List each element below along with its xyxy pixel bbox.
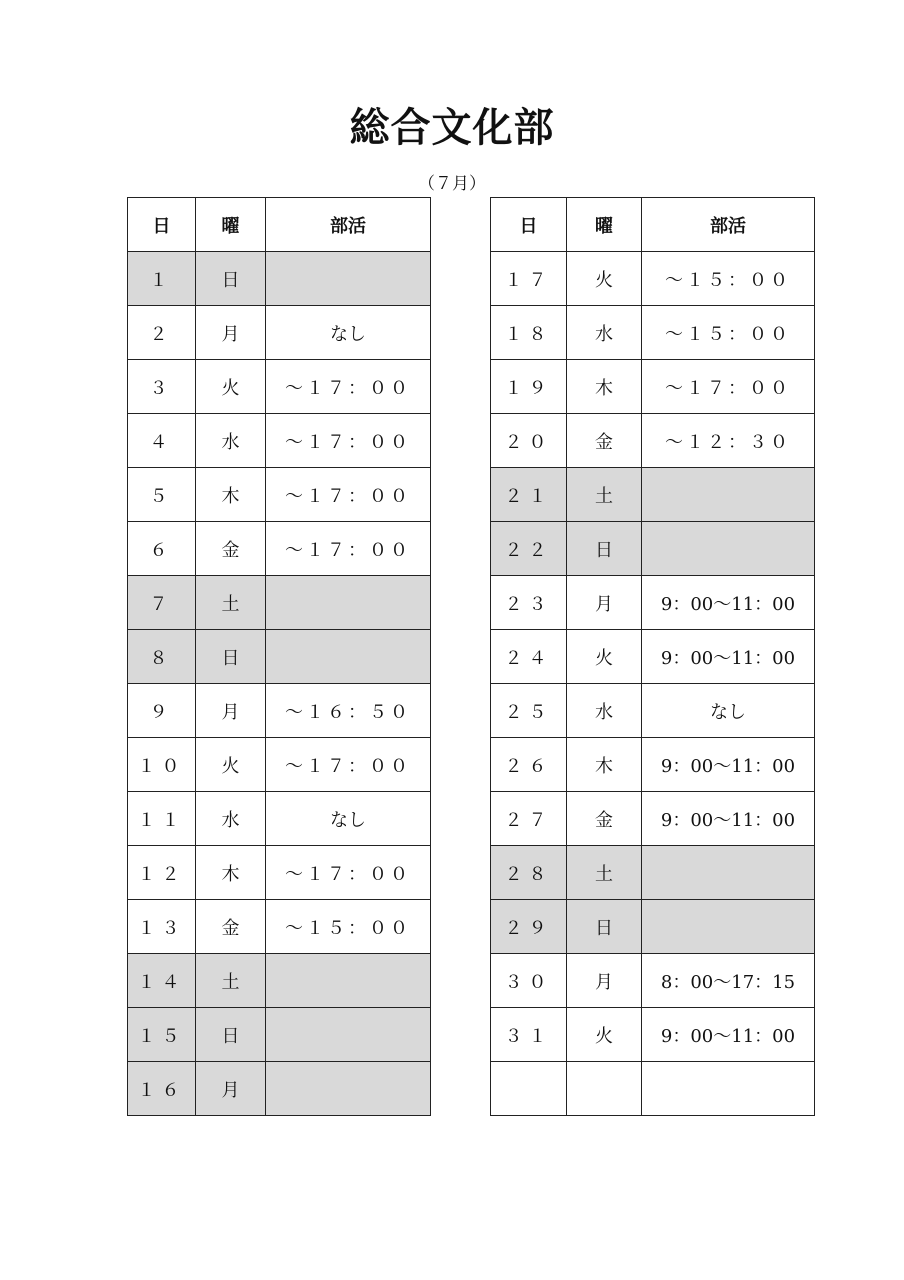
schedule-table-right	[490, 197, 815, 1116]
schedule-row	[128, 252, 431, 306]
day-cell: １	[128, 252, 196, 306]
day-cell	[491, 1062, 567, 1116]
activity-cell: 9：00～11：00	[642, 792, 815, 846]
header-weekday: 曜	[567, 198, 642, 252]
day-cell: １６	[128, 1062, 196, 1116]
schedule-row	[128, 306, 431, 360]
day-cell: ９	[128, 684, 196, 738]
activity-cell: 9：00～11：00	[642, 1008, 815, 1062]
schedule-row	[491, 1062, 815, 1116]
activity-cell	[642, 900, 815, 954]
weekday-cell: 土	[567, 846, 642, 900]
weekday-cell: 月	[196, 306, 266, 360]
weekday-cell: 金	[196, 522, 266, 576]
month-label: （７月）	[418, 174, 486, 194]
day-cell: １７	[491, 252, 567, 306]
activity-cell	[642, 846, 815, 900]
schedule-body-right	[491, 252, 815, 1116]
weekday-cell: 土	[567, 468, 642, 522]
activity-cell: ～１７：００	[266, 738, 431, 792]
weekday-cell: 木	[196, 846, 266, 900]
schedule-row	[128, 414, 431, 468]
activity-cell: ～１６：５０	[266, 684, 431, 738]
day-cell: ２	[128, 306, 196, 360]
day-cell: ２４	[491, 630, 567, 684]
weekday-cell: 月	[196, 684, 266, 738]
weekday-cell: 土	[196, 954, 266, 1008]
activity-cell	[642, 1062, 815, 1116]
day-cell: １４	[128, 954, 196, 1008]
weekday-cell: 水	[196, 792, 266, 846]
schedule-row	[128, 630, 431, 684]
schedule-row	[128, 522, 431, 576]
activity-cell: ～１７：００	[266, 468, 431, 522]
activity-cell: ～１７：００	[642, 360, 815, 414]
schedule-row	[128, 846, 431, 900]
table-header-row	[491, 198, 815, 252]
schedule-row	[491, 306, 815, 360]
activity-cell: ～１５：００	[642, 252, 815, 306]
weekday-cell: 日	[196, 252, 266, 306]
day-cell: ２５	[491, 684, 567, 738]
schedule-table-left	[127, 197, 431, 1116]
activity-cell: ～１７：００	[266, 522, 431, 576]
weekday-cell: 火	[196, 360, 266, 414]
schedule-row	[491, 846, 815, 900]
schedule-row	[491, 954, 815, 1008]
day-cell: １０	[128, 738, 196, 792]
day-cell: ８	[128, 630, 196, 684]
schedule-row	[128, 1008, 431, 1062]
schedule-row	[491, 522, 815, 576]
activity-cell	[266, 252, 431, 306]
header-weekday: 曜	[196, 198, 266, 252]
activity-cell: 9：00～11：00	[642, 738, 815, 792]
day-cell: ７	[128, 576, 196, 630]
schedule-row	[128, 792, 431, 846]
schedule-row	[128, 738, 431, 792]
schedule-row	[128, 468, 431, 522]
schedule-row	[128, 576, 431, 630]
schedule-row	[491, 360, 815, 414]
weekday-cell: 火	[567, 630, 642, 684]
activity-cell: ～１２：３０	[642, 414, 815, 468]
weekday-cell: 金	[567, 414, 642, 468]
table-header-row	[128, 198, 431, 252]
weekday-cell: 水	[196, 414, 266, 468]
schedule-row	[491, 792, 815, 846]
schedule-row	[128, 1062, 431, 1116]
schedule-row	[491, 576, 815, 630]
activity-cell: なし	[266, 792, 431, 846]
activity-cell	[266, 1062, 431, 1116]
schedule-row	[491, 630, 815, 684]
day-cell: ３１	[491, 1008, 567, 1062]
weekday-cell: 火	[567, 252, 642, 306]
weekday-cell: 火	[196, 738, 266, 792]
day-cell: １１	[128, 792, 196, 846]
weekday-cell: 日	[567, 900, 642, 954]
schedule-row	[491, 468, 815, 522]
schedule-row	[128, 684, 431, 738]
weekday-cell	[567, 1062, 642, 1116]
activity-cell: ～１７：００	[266, 414, 431, 468]
activity-cell	[266, 954, 431, 1008]
day-cell: １２	[128, 846, 196, 900]
schedule-row	[128, 900, 431, 954]
day-cell: １９	[491, 360, 567, 414]
day-cell: ２９	[491, 900, 567, 954]
schedule-body-left	[128, 252, 431, 1116]
weekday-cell: 金	[567, 792, 642, 846]
day-cell: ２１	[491, 468, 567, 522]
weekday-cell: 水	[567, 684, 642, 738]
activity-cell: ～１５：００	[642, 306, 815, 360]
weekday-cell: 木	[196, 468, 266, 522]
header-day: 日	[491, 198, 567, 252]
day-cell: １５	[128, 1008, 196, 1062]
day-cell: ２６	[491, 738, 567, 792]
header-activity: 部活	[642, 198, 815, 252]
activity-cell	[266, 576, 431, 630]
activity-cell	[642, 522, 815, 576]
activity-cell: なし	[642, 684, 815, 738]
activity-cell: ～１５：００	[266, 900, 431, 954]
schedule-row	[491, 414, 815, 468]
day-cell: ２２	[491, 522, 567, 576]
weekday-cell: 土	[196, 576, 266, 630]
day-cell: １８	[491, 306, 567, 360]
header-day: 日	[128, 198, 196, 252]
activity-cell	[266, 1008, 431, 1062]
day-cell: ２７	[491, 792, 567, 846]
day-cell: ３０	[491, 954, 567, 1008]
schedule-row	[491, 1008, 815, 1062]
schedule-row	[491, 738, 815, 792]
page-title: 総合文化部	[349, 104, 555, 151]
weekday-cell: 日	[196, 630, 266, 684]
day-cell: ４	[128, 414, 196, 468]
activity-cell: ～１７：００	[266, 360, 431, 414]
day-cell: ５	[128, 468, 196, 522]
activity-cell: なし	[266, 306, 431, 360]
activity-cell: 8：00～17：15	[642, 954, 815, 1008]
schedule-row	[491, 684, 815, 738]
day-cell: ２３	[491, 576, 567, 630]
day-cell: ２８	[491, 846, 567, 900]
activity-cell	[642, 468, 815, 522]
day-cell: ２０	[491, 414, 567, 468]
weekday-cell: 月	[567, 576, 642, 630]
weekday-cell: 金	[196, 900, 266, 954]
activity-cell: 9：00～11：00	[642, 630, 815, 684]
day-cell: ３	[128, 360, 196, 414]
schedule-row	[491, 252, 815, 306]
activity-cell	[266, 630, 431, 684]
weekday-cell: 月	[567, 954, 642, 1008]
activity-cell: ～１７：００	[266, 846, 431, 900]
schedule-row	[128, 360, 431, 414]
weekday-cell: 水	[567, 306, 642, 360]
weekday-cell: 木	[567, 738, 642, 792]
day-cell: ６	[128, 522, 196, 576]
day-cell: １３	[128, 900, 196, 954]
weekday-cell: 火	[567, 1008, 642, 1062]
weekday-cell: 木	[567, 360, 642, 414]
schedule-row	[491, 900, 815, 954]
weekday-cell: 日	[567, 522, 642, 576]
header-activity: 部活	[266, 198, 431, 252]
schedule-row	[128, 954, 431, 1008]
activity-cell: 9：00～11：00	[642, 576, 815, 630]
weekday-cell: 日	[196, 1008, 266, 1062]
weekday-cell: 月	[196, 1062, 266, 1116]
